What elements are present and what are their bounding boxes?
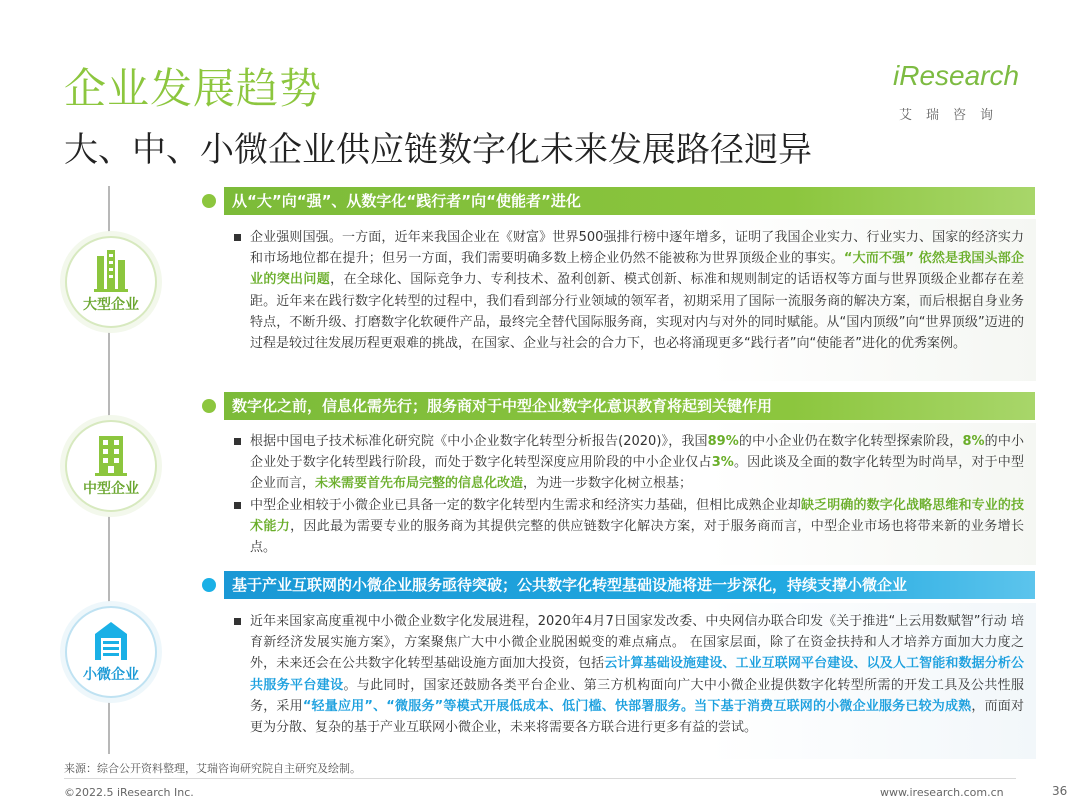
body-text: ，而面对更为分散、复杂的基于产业互联网小微企业，未来将需要各方联合进行更多有益的尝试。	[250, 698, 1024, 736]
highlight-text: “轻量应用”、“微服务”等模式开展低成本、低门槛、快部署服务。当下基于消费互联网的小微企业服务已较为成熟	[302, 698, 972, 714]
page-subtitle: 大、中、小微企业供应链数字化未来发展路径迥异	[64, 130, 812, 170]
body-text: 根据中国电子技术标准化研究院《中小企业数字化转型分析报告(2020)》，我国	[250, 434, 708, 449]
category-circle-small	[65, 606, 157, 698]
highlight-text: 89%	[707, 434, 739, 449]
section-content-large	[218, 219, 1036, 381]
logo-wordmark: iResearch	[893, 60, 1020, 91]
source-note: 来源：综合公开资料整理，艾瑞咨询研究院自主研究及绘制。	[64, 762, 361, 775]
footer-divider	[64, 778, 1016, 779]
category-circle-large	[65, 236, 157, 328]
bullet-paragraph	[232, 227, 1024, 354]
body-text: 企业强则国强。一方面，近年来我国企业在《财富》世界500强排行榜中逐年增多，证明了我国企业实力、行业实力、国家的经济实力和市场地位都在提升；但另一方面，我们需要明确多数上榜企业仍然不能被称为世界顶级企业的事实。	[250, 230, 1024, 267]
highlight-text: 云计算基础设施建设、工业互联网平台建设、以及人工智能和数据分析公共服务平台建设	[250, 656, 1024, 693]
body-text: 。因此谈及全面的数字化转型为时尚早，对于中型企业而言，	[250, 455, 1024, 492]
category-circle-medium	[65, 420, 157, 512]
body-text: 中型企业相较于小微企业已具备一定的数字化转型内生需求和经济实力基础，但相比成熟企业却	[250, 497, 802, 513]
highlight-text: 8%	[962, 434, 985, 449]
bullet-paragraph	[232, 611, 1024, 738]
highlight-text: 缺乏明确的数字化战略思维和专业的技术能力	[250, 497, 1024, 534]
bullet-paragraph	[232, 431, 1024, 495]
body-text: 的中小企业仍在数字化转型探索阶段，	[738, 434, 963, 449]
body-text: 。与此同时，国家还鼓励各类平台企业、第三方机构面向广大中小微企业提供数字化转型所需的开发工具及公共性服务，采用	[250, 677, 1024, 714]
section-heading-bar: 数字化之前，信息化需先行；服务商对于中型企业数字化意识教育将起到关键作用	[224, 392, 1035, 420]
category-label: 小微企业	[83, 667, 139, 683]
body-text: ，为进一步数字化树立根基；	[523, 476, 693, 492]
page-title: 企业发展趋势	[64, 64, 323, 113]
highlight-text: “大而不强” 依然是我国头部企业的突出问题	[250, 251, 1024, 288]
section-heading-bar: 基于产业互联网的小微企业服务亟待突破；公共数字化转型基础设施将进一步深化，持续支撑小微企业	[224, 571, 1035, 599]
iresearch-logo	[893, 60, 1023, 130]
category-label: 大型企业	[83, 297, 139, 313]
section-bullet-dot	[202, 194, 216, 208]
body-text: 的中小企业处于数字化转型践行阶段，而处于数字化转型深度应用阶段的中小企业仅占	[250, 434, 1024, 471]
highlight-text: 未来需要首先布局完整的信息化改造	[315, 476, 524, 492]
warehouse-icon	[93, 620, 129, 664]
office-building-icon	[93, 434, 129, 478]
website-text: www.iresearch.com.cn	[880, 786, 1004, 799]
body-text: 近年来国家高度重视中小微企业数字化发展进程，2020年4月7日国家发改委、中央网信办联合印发《关于推进“上云用数赋智”行动 培育新经济发展实施方案》，方案聚焦广大中小微企业脱困蜕变的难点痛点。 在国家层面，除了在资金扶持和人才培养方面加大力度之外，未来还会在公共数字化转型基础设施方面加大投资，包括	[250, 614, 1024, 672]
section-content-small	[218, 603, 1036, 759]
highlight-text: 3%	[711, 455, 734, 471]
body-text: ，在全球化、国际竞争力、专利技术、盈利创新、模式创新、标准和规则制定的话语权等方面与世界顶级企业都存在差距。近年来在践行数字化转型的过程中，我们看到部分行业领域的领军者，初期采用了国际一流服务商的解决方案，而后根据自身业务特点，不断升级、打磨数字化软硬件产品，最终完全替代国际服务商，实现对内与对外的同时赋能。从“国内顶级”向“世界顶级”迈进的过程是较过往发展历程更艰难的挑战，在国家、企业与社会的合力下，也必将涌现更多“践行者”向“使能者”进化的优秀案例。	[250, 272, 1024, 352]
logo-subtitle: 艾瑞咨询	[899, 108, 1008, 123]
section-bullet-dot	[202, 399, 216, 413]
building-columns-icon	[93, 250, 129, 294]
body-text: ，因此最为需要专业的服务商为其提供完整的供应链数字化解决方案，对于服务商而言，中型企业市场也将带来新的业务增长点。	[250, 518, 1024, 556]
bullet-paragraph	[232, 495, 1024, 559]
section-heading-bar: 从“大”向“强”、从数字化“践行者”向“使能者”进化	[224, 187, 1035, 215]
section-bullet-dot	[202, 578, 216, 592]
page-number: 36	[1052, 784, 1068, 798]
copyright-text: ©2022.5 iResearch Inc.	[64, 786, 194, 799]
section-content-medium	[218, 423, 1036, 565]
category-label: 中型企业	[83, 481, 139, 497]
